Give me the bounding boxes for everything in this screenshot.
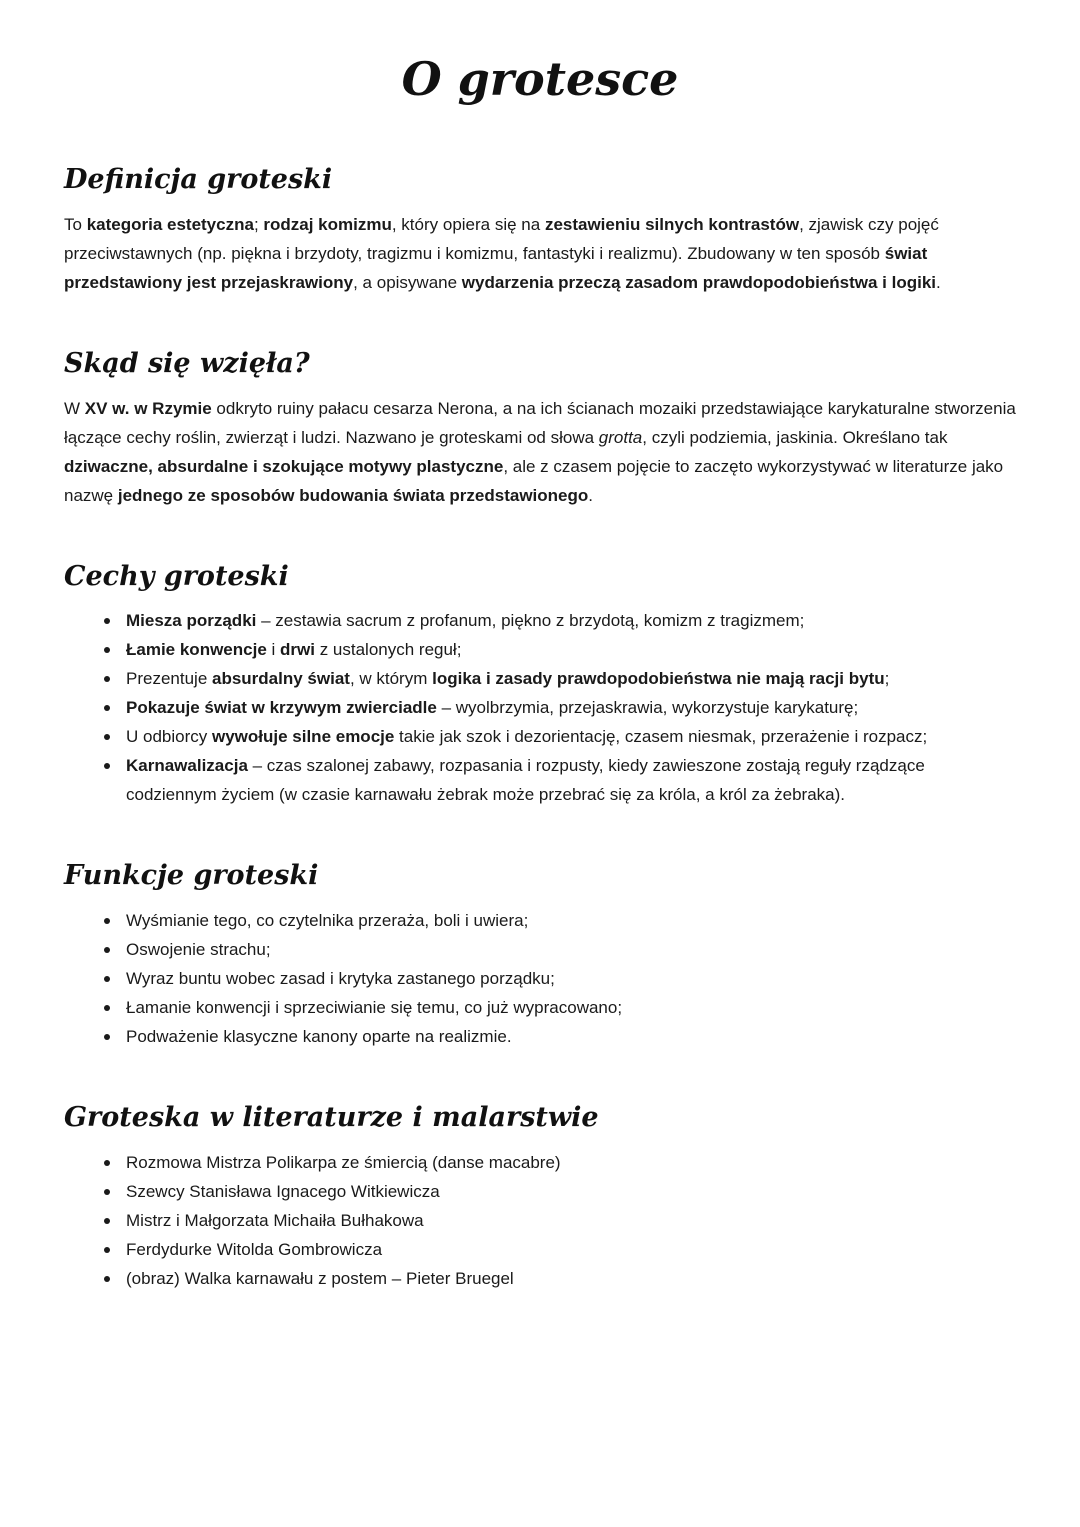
list-item: Miesza porządki – zestawia sacrum z profanum, piękno z brzydotą, komizm z tragizmem;	[108, 606, 1016, 635]
list-item: Pokazuje świat w krzywym zwierciadle – wyolbrzymia, przejaskrawia, wykorzystuje karykaturę;	[108, 693, 1016, 722]
section-skad-sie-wziela	[64, 347, 1016, 510]
section-cechy-groteski	[64, 560, 1016, 810]
section-funkcje-groteski	[64, 859, 1016, 1051]
list-item: Wyśmianie tego, co czytelnika przeraża, boli i uwiera;	[108, 906, 1016, 935]
list-item: Karnawalizacja – czas szalonej zabawy, rozpasania i rozpusty, kiedy zawieszone zostają reguły rządzące codziennym życiem (w czasie karnawału żebrak może przebrać się za króla, a król za żebraka).	[108, 751, 1016, 809]
list-item: Mistrz i Małgorzata Michaiła Bułhakowa	[108, 1206, 1016, 1235]
section-heading-definicja: Definicja groteski	[64, 164, 333, 196]
section-definicja-groteski	[64, 163, 1016, 297]
list-item: Ferdydurke Witolda Gombrowicza	[108, 1235, 1016, 1264]
list-item: Prezentuje absurdalny świat, w którym logika i zasady prawdopodobieństwa nie mają racji bytu;	[108, 664, 1016, 693]
section-heading-cechy: Cechy groteski	[64, 560, 289, 592]
section-heading-skad: Skąd się wzięła?	[64, 347, 310, 379]
list-item: Wyraz buntu wobec zasad i krytyka zastanego porządku;	[108, 964, 1016, 993]
section-groteska-w-literaturze	[64, 1101, 1016, 1293]
section-heading-literatura: Groteska w literaturze i malarstwie	[64, 1102, 599, 1134]
list-item: Szewcy Stanisława Ignacego Witkiewicza	[108, 1177, 1016, 1206]
funkcje-list	[64, 906, 1016, 1051]
list-item: U odbiorcy wywołuje silne emocje takie jak szok i dezorientację, czasem niesmak, przerażenie i rozpacz;	[108, 722, 1016, 751]
section-heading-funkcje: Funkcje groteski	[64, 860, 319, 892]
cechy-list	[64, 606, 1016, 809]
list-item: Łamie konwencje i drwi z ustalonych reguł;	[108, 635, 1016, 664]
list-item: (obraz) Walka karnawału z postem – Pieter Bruegel	[108, 1264, 1016, 1293]
list-item: Podważenie klasyczne kanony oparte na realizmie.	[108, 1022, 1016, 1051]
list-item: Łamanie konwencji i sprzeciwianie się temu, co już wypracowano;	[108, 993, 1016, 1022]
document-title: O grotesce	[401, 52, 679, 106]
definicja-paragraph: To kategoria estetyczna; rodzaj komizmu, który opiera się na zestawieniu silnych kontrastów, zjawisk czy pojęć przeciwstawnych (np. piękna i brzydoty, tragizmu i komizmu, fantastyki i realizmu). Zbudowany w ten sposób świat przedstawiony jest przejaskrawiony, a opisywane wydarzenia przeczą zasadom prawdopodobieństwa i logiki.	[64, 214, 941, 292]
list-item: Oswojenie strachu;	[108, 935, 1016, 964]
skad-paragraph: W XV w. w Rzymie odkryto ruiny pałacu cesarza Nerona, a na ich ścianach mozaiki przedstawiające karykaturalne stworzenia łączące cechy roślin, zwierząt i ludzi. Nazwano je groteskami od słowa grotta, czyli podziemia, jaskinia. Określano tak dziwaczne, absurdalne i szokujące motywy plastyczne, ale z czasem pojęcie to zaczęto wykorzystywać w literaturze jako nazwę jednego ze sposobów budowania świata przedstawionego.	[64, 398, 1016, 505]
list-item: Rozmowa Mistrza Polikarpa ze śmiercią (danse macabre)	[108, 1148, 1016, 1177]
literatura-list	[64, 1148, 1016, 1293]
